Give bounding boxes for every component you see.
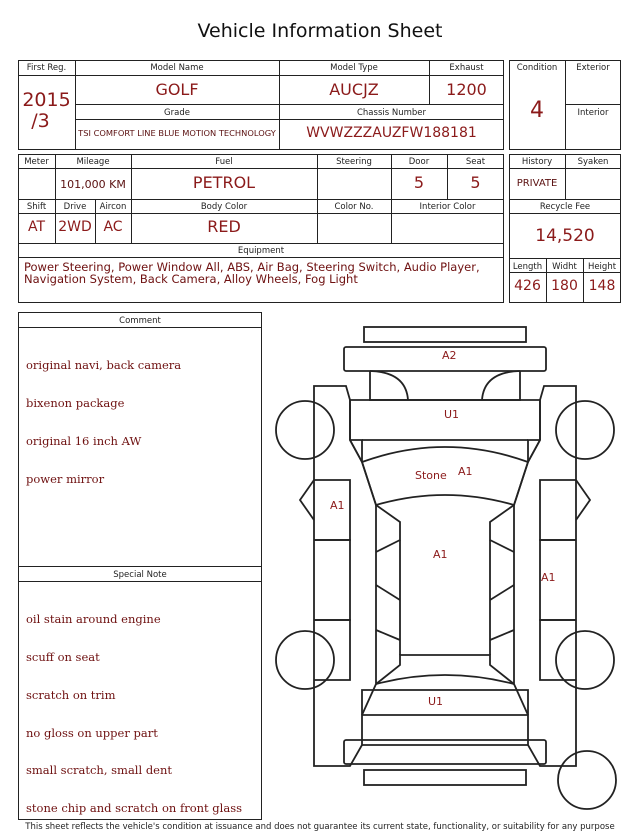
rear-bumper-bar [364,770,526,785]
door-value: 5 [413,173,425,192]
disclaimer-footer: This sheet reflects the vehicle's condition at issuance and does not guarantee its current state, functionality, or suitability for any purpose [25,822,615,832]
chassis-number-label: Chassis Number [356,108,427,118]
width-value: 180 [551,278,578,294]
chassis-number-value: WVWZZZAUZFW188181 [306,125,477,141]
car-damage-diagram [270,318,622,818]
shift-label: Shift [26,202,47,212]
comment-label: Comment [119,316,161,326]
door-label: Door [408,157,430,167]
damage-mark-rear: U1 [428,695,444,708]
grade-value: TSI COMFORT LINE BLUE MOTION TECHNOLOGY [78,128,276,138]
front-bumper-bar [364,327,526,342]
damage-mark-hood: U1 [444,408,460,421]
body-left-side [314,386,376,766]
spare-wheel [558,751,616,809]
syaken-label: Syaken [577,157,609,167]
model-type-label: Model Type [330,63,378,73]
drive-label: Drive [63,202,87,212]
special-note-line: oil stain around engine [26,612,161,627]
comment-line: original 16 inch AW [26,433,142,448]
comment-line: power mirror [26,471,105,486]
wheel-front-left [276,401,334,459]
meter-label: Meter [24,157,49,167]
model-type-value: AUCJZ [329,80,379,99]
equipment-label: Equipment [237,246,285,256]
comment-line: bixenon package [26,395,125,410]
body-color-label: Body Color [200,202,248,212]
equipment-value: Power Steering, Power Window All, ABS, Air Bag, Steering Switch, Audio Player, Navigation System, Back Camera, Alloy Wheels, Fog Light [24,260,480,287]
mileage-label: Mileage [76,157,110,167]
height-label: Height [587,262,617,272]
seat-value: 5 [470,173,481,192]
exhaust-label: Exhaust [449,63,484,73]
color-no-label: Color No. [334,202,374,212]
height-value: 148 [588,278,616,294]
length-value: 426 [514,278,541,294]
drive-value: 2WD [58,219,92,235]
damage-mark-front-bumper: A2 [442,349,457,362]
aircon-label: Aircon [99,202,127,212]
body-color-value: RED [207,217,241,236]
first-reg-month: /3 [31,110,50,132]
comment-list [26,334,181,498]
special-note-list [26,588,242,827]
fuel-value: PETROL [192,173,256,192]
special-note-line: scuff on seat [26,649,100,664]
exterior-label: Exterior [576,63,610,73]
damage-mark-windshield-stone: Stone [415,469,447,482]
damage-mark-windshield: A1 [458,465,473,478]
width-label: Widht [552,262,577,272]
special-note-line: scratch on trim [26,687,116,702]
length-label: Length [512,262,543,272]
damage-mark-left-fender: A1 [330,499,345,512]
model-name-value: GOLF [155,80,199,99]
history-label: History [521,157,553,167]
wheel-rear-right [556,631,614,689]
sheet-title: Vehicle Information Sheet [197,20,443,42]
interior-label: Interior [577,108,609,118]
wheel-front-right [556,401,614,459]
exhaust-value: 1200 [446,80,487,99]
rear-bumper [344,740,546,764]
first-reg-label: First Reg. [26,63,67,73]
model-name-label: Model Name [150,63,204,73]
special-note-line: small scratch, small dent [26,763,173,778]
aircon-value: AC [103,219,123,235]
seat-label: Seat [465,157,486,167]
shift-value: AT [27,219,46,235]
recycle-fee-label: Recycle Fee [539,202,591,212]
condition-value: 4 [530,98,544,123]
first-reg-year: 2015 [22,89,71,111]
special-note-line: no gloss on upper part [26,725,158,740]
special-note-line: stone chip and scratch on front glass [26,801,243,816]
grade-label: Grade [164,108,190,118]
mileage-value: 101,000 KM [60,178,126,191]
headlight-right [482,371,520,400]
damage-mark-right-door: A1 [541,571,556,584]
history-value: PRIVATE [516,178,558,189]
interior-color-label: Interior Color [419,202,476,212]
fuel-label: Fuel [215,157,233,167]
damage-mark-roof: A1 [433,548,448,561]
recycle-fee-value: 14,520 [535,226,595,246]
comment-line: original navi, back camera [26,358,182,373]
headlight-left [370,371,408,400]
condition-label: Condition [516,63,558,73]
wheel-rear-left [276,631,334,689]
special-note-label: Special Note [113,570,167,580]
rear-window [376,675,514,684]
steering-label: Steering [336,157,372,167]
